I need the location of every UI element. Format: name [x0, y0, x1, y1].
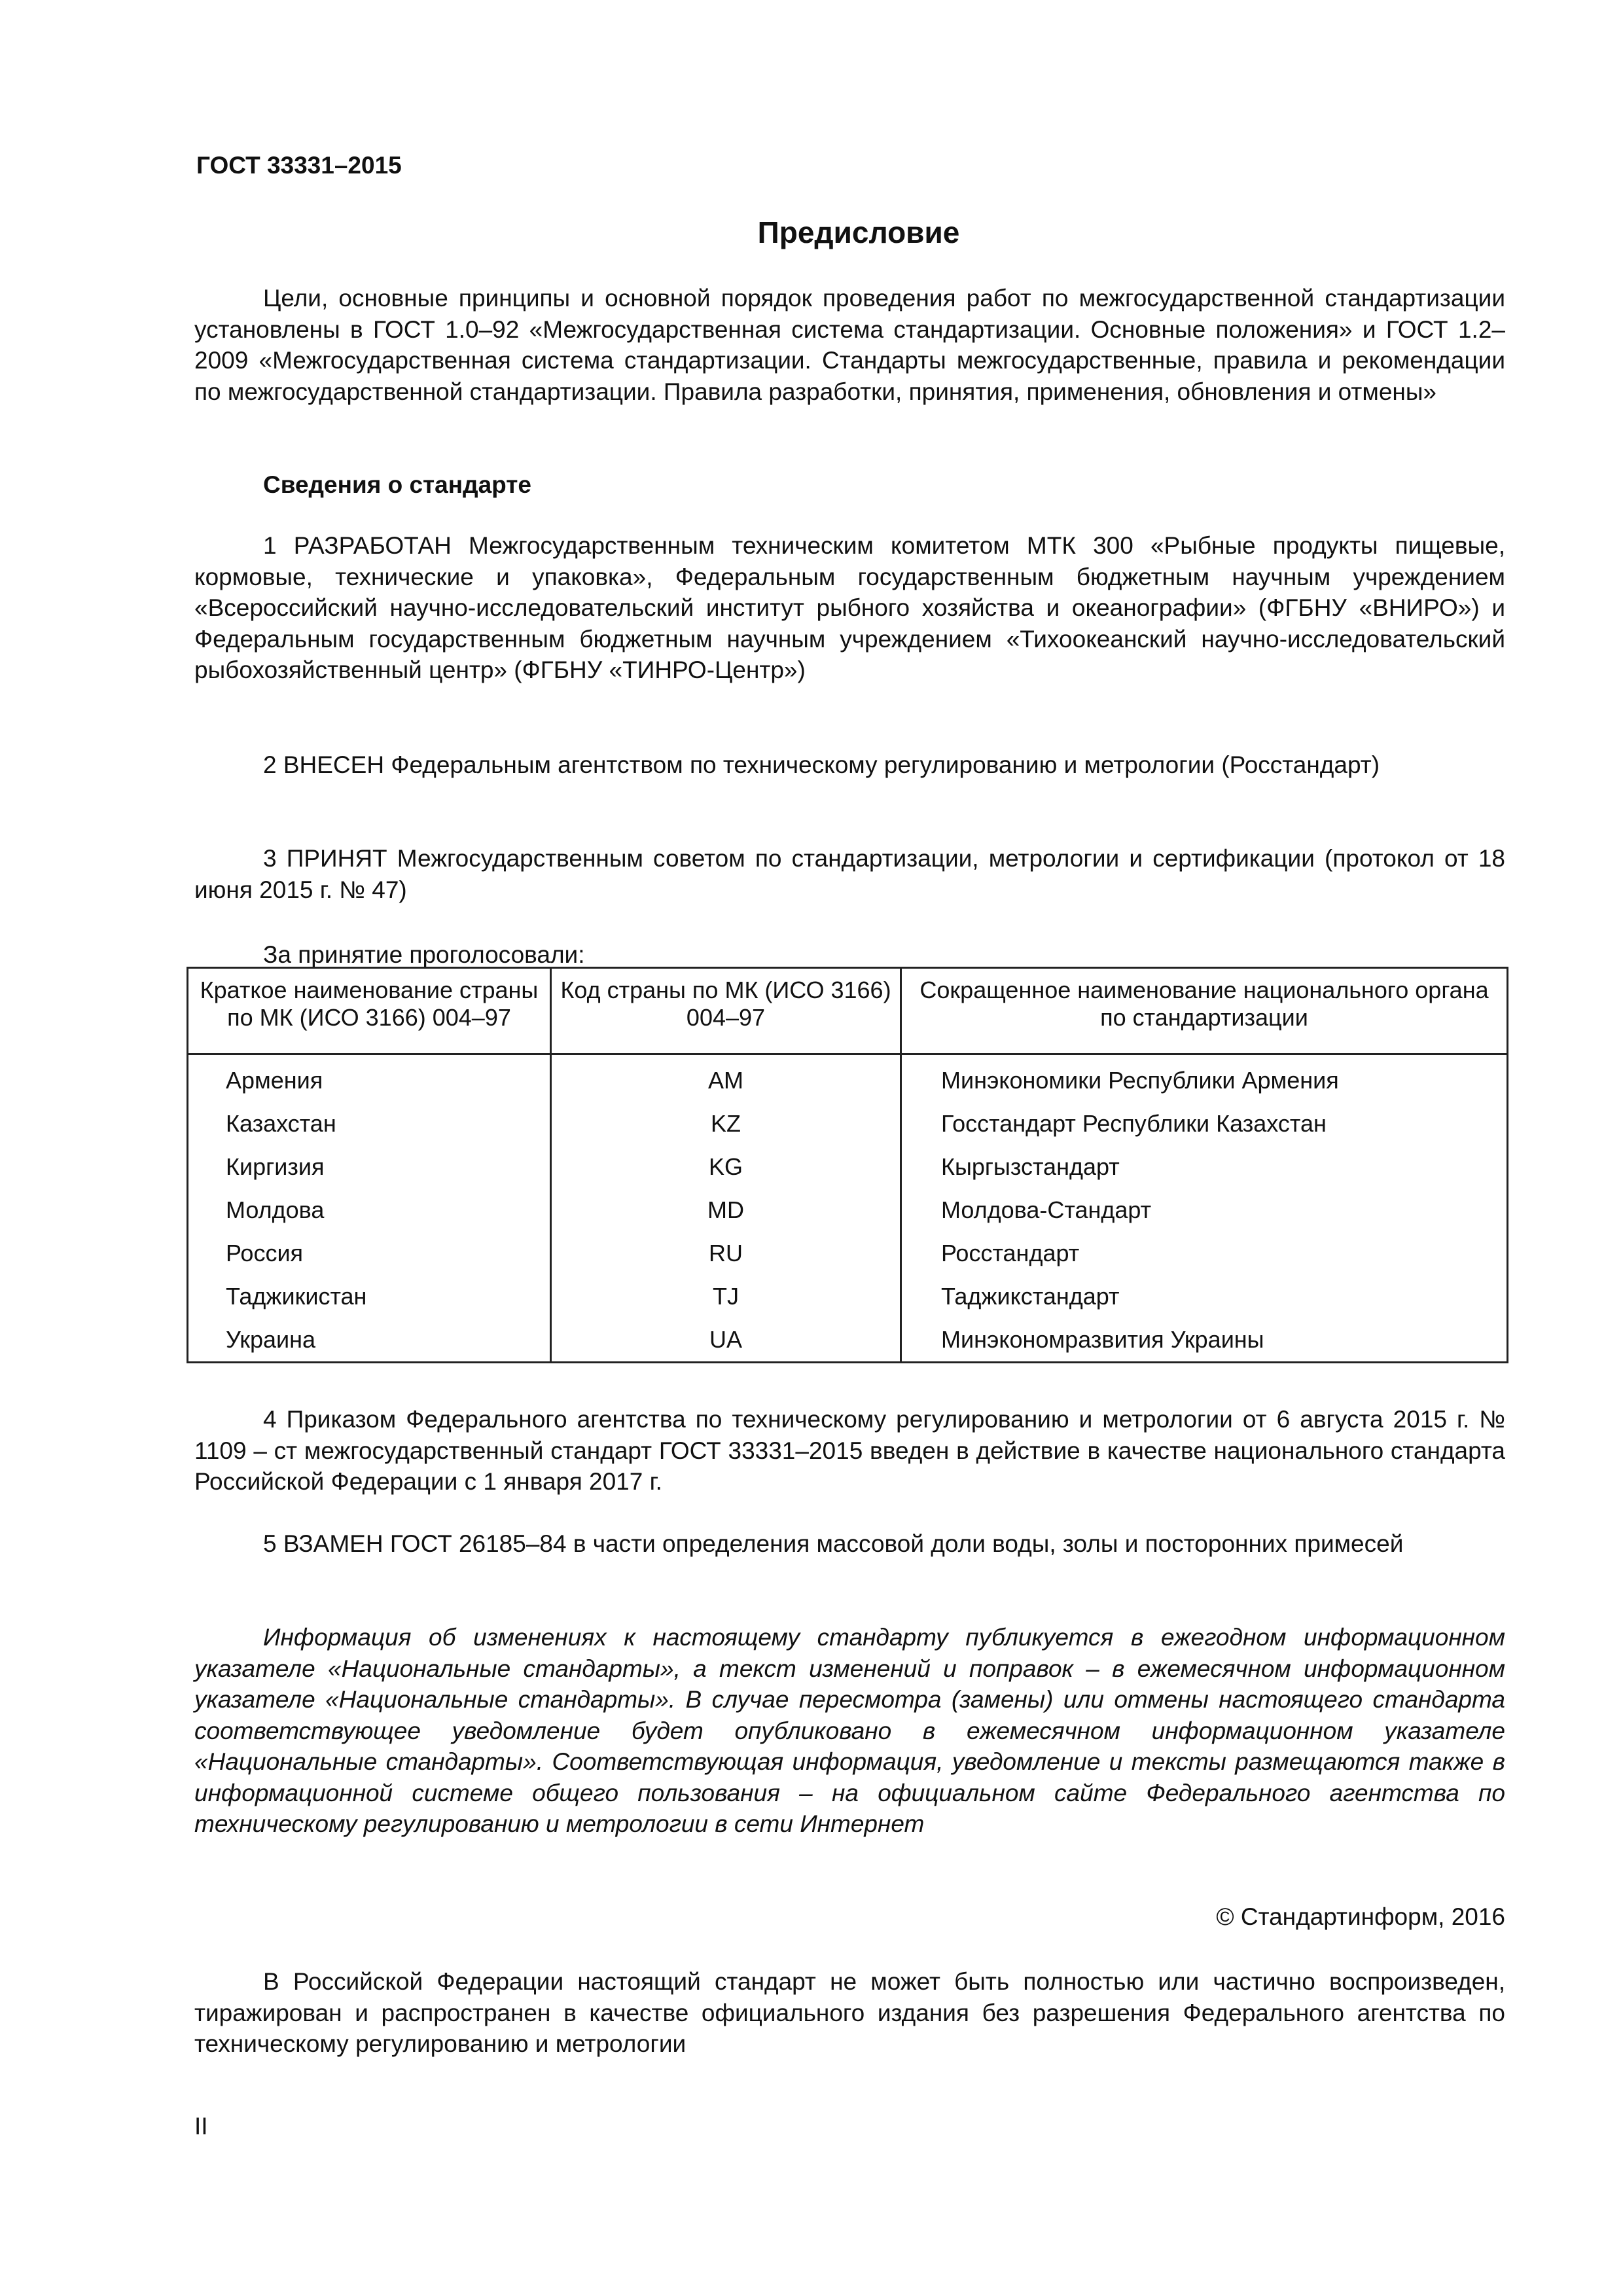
- code-cell: KG: [551, 1145, 901, 1189]
- item-order: 4 Приказом Федерального агентства по техническому регулированию и метрологии от 6 августа 2015 г. № 1109 – ст межгосударственный стандарт ГОСТ 33331–2015 введен в действие в качестве национального стандарта Российской Федерации с 1 января 2017 г.: [194, 1406, 1505, 1495]
- table-row: [188, 1054, 1508, 1103]
- page-number: II: [194, 2113, 208, 2140]
- vote-table: [187, 967, 1508, 1363]
- standards-body-cell: Молдова-Стандарт: [901, 1189, 1508, 1232]
- standards-body-cell: Таджикстандарт: [901, 1275, 1508, 1318]
- code-cell: MD: [551, 1189, 901, 1232]
- reproduction-notice: В Российской Федерации настоящий стандарт не может быть полностью или частично воспроизведен, тиражирован и распространен в качестве официального издания без разрешения Федерального агентства по техническому регулированию и метрологии: [194, 1968, 1505, 2057]
- country-cell: Таджикистан: [188, 1275, 551, 1318]
- country-cell: Армения: [188, 1054, 551, 1103]
- code-cell: AM: [551, 1054, 901, 1103]
- vote-table-header-row: [188, 968, 1508, 1054]
- country-cell: Россия: [188, 1232, 551, 1275]
- header-standards-body: Сокращенное наименование национального органа по стандартизации: [901, 968, 1508, 1054]
- code-cell: UA: [551, 1318, 901, 1363]
- code-cell: TJ: [551, 1275, 901, 1318]
- table-row: [188, 1318, 1508, 1363]
- changes-notice: Информация об изменениях к настоящему стандарту публикуется в ежегодном информационном указателе «Национальные стандарты», а текст изменений и поправок – в ежемесячном информационном указателе «Национальные стандарты». В случае пересмотра (замены) или отмены настоящего стандарта соответствующее уведомление будет опубликовано в ежемесячном информационном указателе «Национальные стандарты». Соответствующая информация, уведомление и тексты размещаются также в информационной системе общего пользования – на официальном сайте Федерального агентства по техническому регулированию и метрологии в сети Интернет: [194, 1624, 1505, 1837]
- country-cell: Киргизия: [188, 1145, 551, 1189]
- copyright-line: © Стандартинформ, 2016: [1216, 1903, 1505, 1930]
- item-developed: 1 РАЗРАБОТАН Межгосударственным техническим комитетом МТК 300 «Рыбные продукты пищевые, кормовые, технические и упаковка», Федеральным государственным бюджетным научным учреждением «Всероссийский научно-исследовательский институт рыбного хозяйства и океанографии» (ФГБНУ «ВНИРО») и Федеральным государственным бюджетным научным учреждением «Тихоокеанский научно-исследовательский рыбохозяйственный центр» (ФГБНУ «ТИНРО-Центр»): [194, 532, 1505, 683]
- header-code: Код страны по МК (ИСО 3166) 004–97: [551, 968, 901, 1054]
- standards-body-cell: Кыргызстандарт: [901, 1145, 1508, 1189]
- standards-body-cell: Госстандарт Республики Казахстан: [901, 1102, 1508, 1145]
- table-row: [188, 1232, 1508, 1275]
- item-replaces: 5 ВЗАМЕН ГОСТ 26185–84 в части определения массовой доли воды, золы и посторонних примесей: [263, 1530, 1404, 1557]
- header-country: Краткое наименование страны по МК (ИСО 3166) 004–97: [188, 968, 551, 1054]
- standards-body-cell: Минэкономики Республики Армения: [901, 1054, 1508, 1103]
- table-row: [188, 1145, 1508, 1189]
- country-cell: Казахстан: [188, 1102, 551, 1145]
- section-subheading: Сведения о стандарте: [263, 471, 531, 498]
- item-adopted: 3 ПРИНЯТ Межгосударственным советом по стандартизации, метрологии и сертификации (протокол от 18 июня 2015 г. № 47): [194, 845, 1505, 903]
- table-row: [188, 1275, 1508, 1318]
- country-cell: Украина: [188, 1318, 551, 1363]
- page-title: [0, 215, 1623, 250]
- standards-body-cell: Росстандарт: [901, 1232, 1508, 1275]
- code-cell: KZ: [551, 1102, 901, 1145]
- page-title-text: Предисловие: [757, 215, 960, 249]
- intro-paragraph: Цели, основные принципы и основной порядок проведения работ по межгосударственной стандартизации установлены в ГОСТ 1.0–92 «Межгосударственная система стандартизации. Основные положения» и ГОСТ 1.2–2009 «Межгосударственная система стандартизации. Стандарты межгосударственные, правила и рекомендации по межгосударственной стандартизации. Правила разработки, принятия, применения, обновления и отмены»: [194, 285, 1505, 405]
- code-cell: RU: [551, 1232, 901, 1275]
- country-cell: Молдова: [188, 1189, 551, 1232]
- table-row: [188, 1102, 1508, 1145]
- table-row: [188, 1189, 1508, 1232]
- item-introduced: 2 ВНЕСЕН Федеральным агентством по техническому регулированию и метрологии (Росстандарт): [263, 751, 1380, 778]
- standards-body-cell: Минэкономразвития Украины: [901, 1318, 1508, 1363]
- vote-label: За принятие проголосовали:: [263, 941, 585, 968]
- document-header: ГОСТ 33331–2015: [196, 152, 402, 179]
